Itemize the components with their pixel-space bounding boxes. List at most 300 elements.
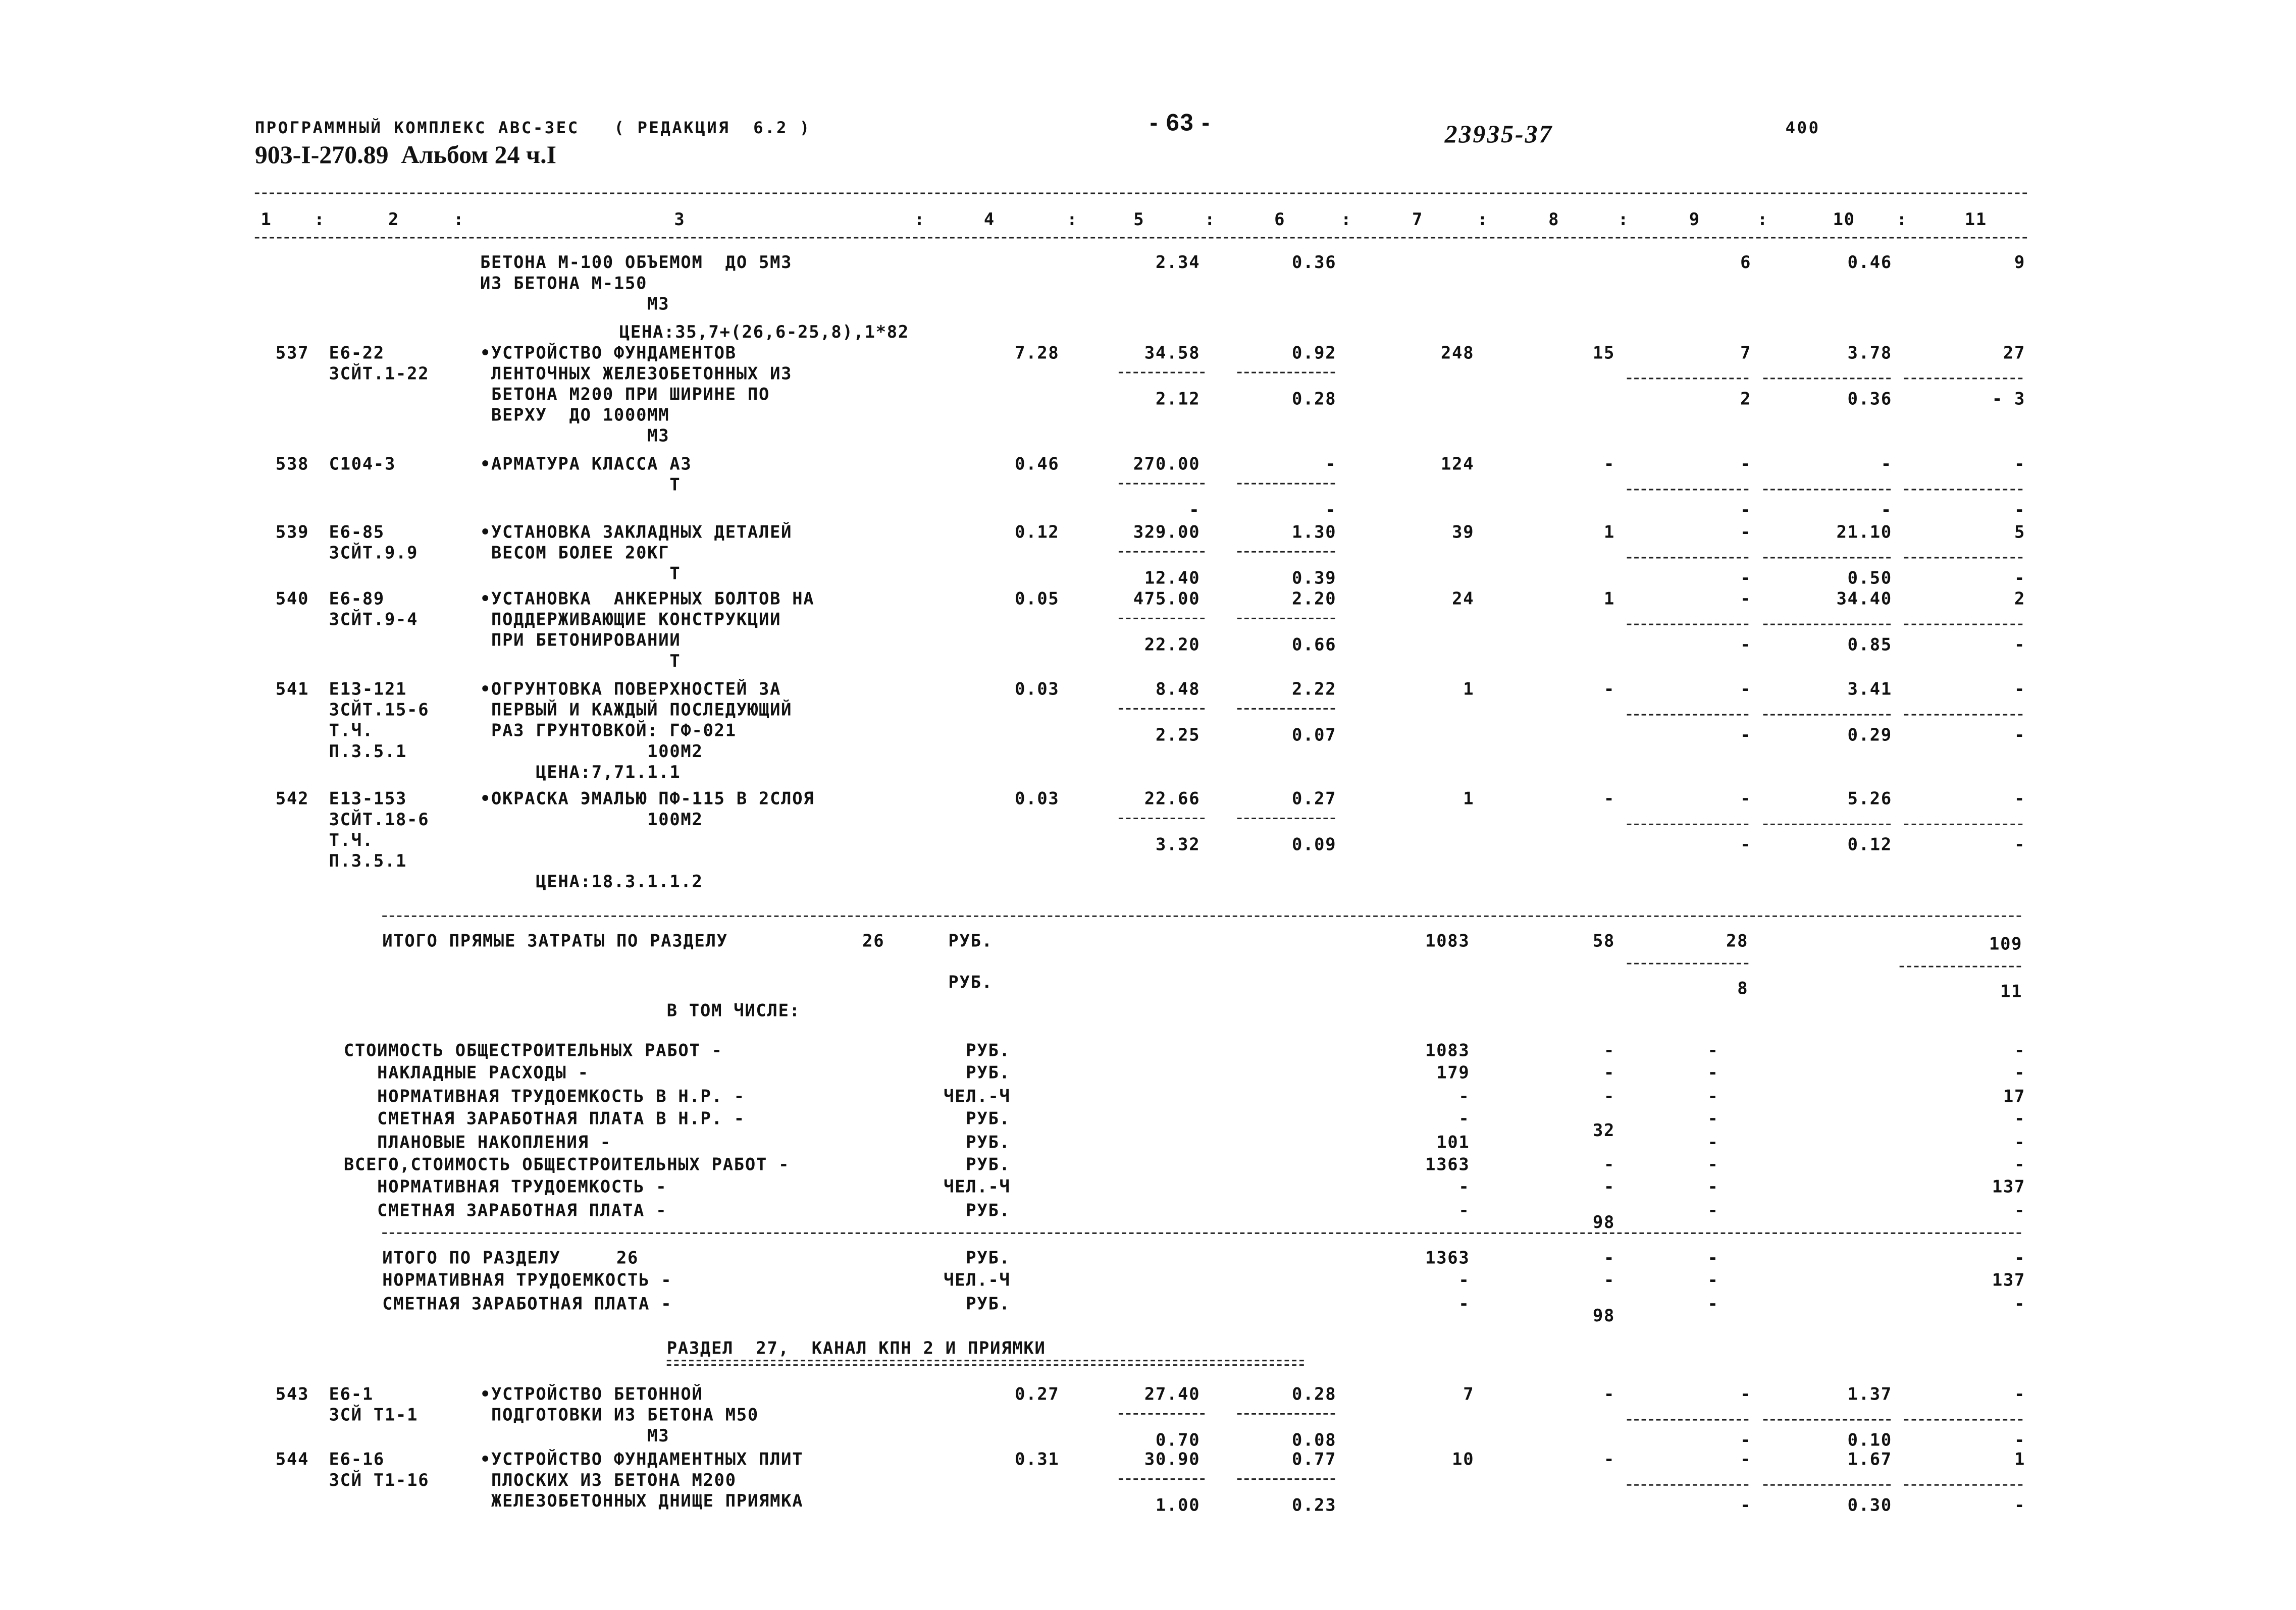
summary-unit: РУБ.: [966, 1154, 1011, 1175]
unit-wage: -: [1325, 453, 1337, 474]
sub-rule: [1119, 372, 1205, 373]
col-10-value: 34.40: [1836, 588, 1892, 609]
summary-c11: -: [2014, 1154, 2026, 1175]
unit-price: 2.34: [1155, 251, 1201, 273]
col-10-value: 0.10: [1847, 1429, 1892, 1451]
norm-code: Е13-153: [329, 788, 407, 809]
unit-price: 34.58: [1144, 342, 1201, 363]
norm-code: ЗСЙ Т1-16: [329, 1469, 430, 1490]
norm-code: ЗСЙТ.15-6: [329, 699, 430, 720]
summary-c7: 179: [1436, 1062, 1470, 1084]
work-description: •УСТАНОВКА АНКЕРНЫХ БОЛТОВ НА: [480, 588, 815, 609]
price-formula: ЦЕНА:35,7+(26,6-25,8),1*82: [619, 321, 909, 342]
row-number: 543: [275, 1383, 309, 1405]
itogo-direct-c11a: 109: [1989, 933, 2023, 954]
summary-c11: 137: [1992, 1270, 2026, 1291]
summary-c7: 101: [1436, 1131, 1470, 1152]
unit-price: 475.00: [1133, 588, 1201, 609]
work-description: Т: [480, 474, 681, 495]
total-cost: 10: [1452, 1448, 1475, 1470]
sub-rule: [1763, 378, 1891, 379]
col-10-value: 1.37: [1847, 1383, 1892, 1405]
work-description: М3: [480, 425, 670, 446]
summary-c11: 137: [1992, 1176, 2026, 1198]
work-description: БЕТОНА М200 ПРИ ШИРИНЕ ПО: [480, 384, 770, 405]
column-header-cell: 2: [388, 208, 400, 230]
unit-wage: 0.07: [1291, 724, 1337, 745]
unit-price: 2.12: [1155, 388, 1201, 409]
summary-c9: -: [1707, 1176, 1719, 1198]
itogo-direct-c9a: 28: [1726, 930, 1749, 951]
itogo-direct-unit2: РУБ.: [948, 972, 993, 993]
sub-rule: [1904, 714, 2022, 716]
unit-wage: 0.66: [1291, 634, 1337, 655]
col-9-value: 7: [1740, 342, 1752, 363]
program-title: ПРОГРАММНЫЙ КОМПЛЕКС АВС-ЗЕС ( РЕДАКЦИЯ 6.2 ): [254, 118, 811, 138]
sub-rule: [1237, 1478, 1335, 1480]
total-wage: 1: [1604, 588, 1615, 609]
total-cost: 248: [1441, 342, 1475, 363]
summary-c9: -: [1707, 1270, 1719, 1291]
unit-price: 22.20: [1144, 634, 1201, 655]
summary-c8: 32: [1592, 1120, 1615, 1141]
column-header-cell: :: [1896, 208, 1908, 230]
summary-c11: -: [2014, 1040, 2026, 1061]
norm-code: П.3.5.1: [329, 740, 407, 762]
work-description: М3: [480, 293, 670, 314]
column-header-cell: :: [314, 208, 326, 230]
summary-label: СМЕТНАЯ ЗАРАБОТНАЯ ПЛАТА -: [382, 1293, 672, 1314]
summary-unit: ЧЕЛ.-Ч: [944, 1270, 1011, 1291]
summary-label: НОРМАТИВНАЯ ТРУДОЕМКОСТЬ -: [382, 1270, 672, 1291]
sub-rule: [1237, 618, 1335, 619]
summary-c8: -: [1604, 1062, 1615, 1084]
sub-rule: [1763, 1484, 1891, 1486]
unit-wage: -: [1325, 499, 1337, 520]
sub-rule: [1119, 483, 1205, 485]
summary-label: НОРМАТИВНАЯ ТРУДОЕМКОСТЬ В Н.Р. -: [343, 1085, 745, 1106]
itogo-direct-section: 26: [862, 930, 885, 951]
col-10-value: 0.46: [1847, 251, 1892, 273]
itogo-direct-c7: 1083: [1425, 930, 1470, 951]
work-description: ПРИ БЕТОНИРОВАНИИ: [480, 629, 681, 651]
col-11-value: -: [2014, 834, 2026, 855]
summary-c7: -: [1458, 1293, 1470, 1314]
col-11-value: -: [2014, 1383, 2026, 1405]
total-wage: -: [1604, 788, 1615, 809]
col-9-value: -: [1740, 1494, 1752, 1516]
column-header-cell: 10: [1833, 208, 1855, 230]
unit-price: 3.32: [1155, 834, 1201, 855]
quantity: 0.12: [1015, 521, 1060, 543]
row-number: 540: [275, 588, 309, 609]
col-11-value: 9: [2014, 251, 2026, 273]
summary-c9: -: [1707, 1040, 1719, 1061]
including-label: В ТОМ ЧИСЛЕ:: [666, 1000, 801, 1021]
summary-c8: 98: [1592, 1211, 1615, 1232]
norm-code: Е6-16: [329, 1448, 385, 1470]
norm-code: Е13-121: [329, 678, 407, 700]
col-9-value: 6: [1740, 251, 1752, 273]
summary-c9: -: [1707, 1085, 1719, 1106]
sub-rule: [1763, 1419, 1891, 1421]
col-9-value: -: [1740, 588, 1752, 609]
col-10-value: 0.12: [1847, 834, 1892, 855]
sub-rule: [1119, 618, 1205, 619]
sub-rule: [1119, 551, 1205, 553]
quantity: 0.31: [1015, 1448, 1060, 1470]
col-9-value: -: [1740, 678, 1752, 700]
col-11-value: -: [2014, 678, 2026, 700]
unit-wage: 0.28: [1291, 388, 1337, 409]
summary-label: ИТОГО ПО РАЗДЕЛУ 26: [382, 1247, 639, 1268]
column-header-cell: :: [1341, 208, 1352, 230]
unit-price: 0.70: [1155, 1429, 1201, 1451]
summary-c7: -: [1458, 1270, 1470, 1291]
summary-c8: -: [1604, 1176, 1615, 1198]
itogo-c9-rule: [1627, 963, 1749, 964]
summary-c7: 1363: [1425, 1247, 1470, 1268]
work-description: 100М2: [480, 809, 703, 830]
col-11-value: 1: [2014, 1448, 2026, 1470]
col-11-value: 5: [2014, 521, 2026, 543]
col-11-value: -: [2014, 567, 2026, 588]
work-description: ПЕРВЫЙ И КАЖДЫЙ ПОСЛЕДУЮЩИЙ: [480, 699, 793, 720]
summary-c7: 1363: [1425, 1154, 1470, 1175]
work-description: ПЛОСКИХ ИЗ БЕТОНА М200: [480, 1469, 737, 1490]
total-wage: 1: [1604, 521, 1615, 543]
summary-label: СМЕТНАЯ ЗАРАБОТНАЯ ПЛАТА -: [343, 1199, 667, 1220]
unit-wage: 0.27: [1291, 788, 1337, 809]
col-9-value: -: [1740, 567, 1752, 588]
page-number: - 63 -: [1150, 111, 1211, 137]
sub-rule: [1237, 708, 1335, 710]
summary-label: ПЛАНОВЫЕ НАКОПЛЕНИЯ -: [343, 1131, 611, 1152]
work-description: ВЕРХУ ДО 1000ММ: [480, 404, 670, 425]
norm-code: ЗСЙТ.9.9: [329, 542, 419, 563]
col-10-value: 0.36: [1847, 388, 1892, 409]
unit-wage: 2.20: [1291, 588, 1337, 609]
col-9-value: -: [1740, 1448, 1752, 1470]
col-9-value: -: [1740, 1383, 1752, 1405]
column-header-cell: 9: [1689, 208, 1701, 230]
total-cost: 124: [1441, 453, 1475, 474]
work-description: БЕТОНА М-100 ОБЪЕМОМ ДО 5М3: [480, 251, 793, 273]
work-description: М3: [480, 1425, 670, 1446]
itogo-direct-c11b: 11: [2000, 980, 2023, 1002]
quantity: 0.46: [1015, 453, 1060, 474]
total-wage: -: [1604, 1448, 1615, 1470]
column-header-cell: :: [1067, 208, 1078, 230]
summary-c9: -: [1707, 1293, 1719, 1314]
sub-rule: [1237, 1413, 1335, 1415]
sub-rule: [1904, 824, 2022, 825]
sub-rule: [1904, 1484, 2022, 1486]
sub-rule: [1763, 624, 1891, 625]
quantity: 0.05: [1015, 588, 1060, 609]
sub-rule: [1904, 624, 2022, 625]
work-description: ЦЕНА:7,71.1.1: [480, 761, 681, 782]
itogo-direct-c9b: 8: [1737, 978, 1749, 999]
unit-price: 8.48: [1155, 678, 1201, 700]
summary-unit: РУБ.: [966, 1108, 1011, 1130]
sub-rule: [1627, 489, 1749, 491]
summary-c7: -: [1458, 1108, 1470, 1130]
total-wage: -: [1604, 453, 1615, 474]
summary-label: ВСЕГО,СТОИМОСТЬ ОБЩЕСТРОИТЕЛЬНЫХ РАБОТ -: [343, 1154, 790, 1175]
total-cost: 39: [1452, 521, 1475, 543]
sub-rule: [1904, 489, 2022, 491]
sub-rule: [1763, 714, 1891, 716]
unit-price: 1.00: [1155, 1494, 1201, 1516]
unit-wage: 0.77: [1291, 1448, 1337, 1470]
summary-c8: -: [1604, 1040, 1615, 1061]
summary-label: СТОИМОСТЬ ОБЩЕСТРОИТЕЛЬНЫХ РАБОТ -: [343, 1040, 723, 1061]
work-description: ВЕСОМ БОЛЕЕ 20КГ: [480, 542, 670, 563]
summary-label: НАКЛАДНЫЕ РАСХОДЫ -: [343, 1062, 589, 1084]
col-9-value: -: [1740, 521, 1752, 543]
col-10-value: -: [1881, 453, 1892, 474]
itogo-direct-c8: 58: [1592, 930, 1615, 951]
work-description: Т: [480, 650, 681, 671]
summary-c11: -: [2014, 1131, 2026, 1152]
summary-c7: -: [1458, 1176, 1470, 1198]
column-header-cell: 3: [674, 208, 686, 230]
unit-wage: 0.08: [1291, 1429, 1337, 1451]
summary-unit: ЧЕЛ.-Ч: [944, 1176, 1011, 1198]
work-description: •АРМАТУРА КЛАССА А3: [480, 453, 692, 474]
header-rule-bottom: [255, 237, 2027, 239]
col-9-value: -: [1740, 453, 1752, 474]
itogo-rule: [382, 916, 2021, 917]
row-number: 544: [275, 1448, 309, 1470]
sub-rule: [1763, 489, 1891, 491]
work-description: ПОДГОТОВКИ ИЗ БЕТОНА М50: [480, 1404, 759, 1425]
summary-c8: -: [1604, 1247, 1615, 1268]
work-description: •ОКРАСКА ЭМАЛЬЮ ПФ-115 В 2СЛОЯ: [480, 788, 815, 809]
summary-c11: -: [2014, 1293, 2026, 1314]
unit-wage: 0.39: [1291, 567, 1337, 588]
col-10-value: 0.30: [1847, 1494, 1892, 1516]
col-9-value: -: [1740, 499, 1752, 520]
col-9-value: -: [1740, 634, 1752, 655]
norm-code: С104-3: [329, 453, 396, 474]
col-10-value: 0.85: [1847, 634, 1892, 655]
total-wage: 15: [1592, 342, 1615, 363]
total-wage: -: [1604, 1383, 1615, 1405]
norm-code: ЗСЙТ.1-22: [329, 363, 430, 384]
work-description: РАЗ ГРУНТОВКОЙ: ГФ-021: [480, 720, 737, 741]
summary-c8: 98: [1592, 1305, 1615, 1326]
sub-rule: [1627, 378, 1749, 379]
column-header-cell: 4: [983, 208, 995, 230]
norm-code: Е6-22: [329, 342, 385, 363]
column-header-cell: :: [1205, 208, 1216, 230]
col-10-value: 5.26: [1847, 788, 1892, 809]
summary-c11: -: [2014, 1062, 2026, 1084]
work-description: ЖЕЛЕЗОБЕТОННЫХ ДНИЩЕ ПРИЯМКА: [480, 1490, 804, 1511]
row-number: 539: [275, 521, 309, 543]
unit-price: 2.25: [1155, 724, 1201, 745]
sub-rule: [1763, 557, 1891, 559]
summary-c9: -: [1707, 1154, 1719, 1175]
norm-code: Е6-85: [329, 521, 385, 543]
unit-wage: 0.92: [1291, 342, 1337, 363]
work-description: •УСТРОЙСТВО ФУНДАМЕНТНЫХ ПЛИТ: [480, 1448, 804, 1470]
sub-rule: [1627, 624, 1749, 625]
col-10-value: 0.50: [1847, 567, 1892, 588]
summary-unit: ЧЕЛ.-Ч: [944, 1085, 1011, 1106]
col-10-value: 3.41: [1847, 678, 1892, 700]
col-11-value: 2: [2014, 588, 2026, 609]
column-header-cell: 7: [1412, 208, 1424, 230]
col-9-value: 2: [1740, 388, 1752, 409]
unit-wage: 0.09: [1291, 834, 1337, 855]
column-header-cell: 5: [1133, 208, 1145, 230]
col-9-value: -: [1740, 788, 1752, 809]
unit-price: 12.40: [1144, 567, 1201, 588]
norm-code: ЗСЙТ.18-6: [329, 809, 430, 830]
work-description: Т: [480, 563, 681, 584]
norm-code: Е6-89: [329, 588, 385, 609]
col-9-value: -: [1740, 834, 1752, 855]
column-header-cell: 8: [1548, 208, 1560, 230]
total-cost: 24: [1452, 588, 1475, 609]
total-cost: 1: [1463, 788, 1475, 809]
col-11-value: -: [2014, 1429, 2026, 1451]
summary-unit: РУБ.: [966, 1199, 1011, 1220]
work-description: ПОДДЕРЖИВАЮЩИЕ КОНСТРУКЦИИ: [480, 609, 781, 630]
norm-code: П.3.5.1: [329, 850, 407, 871]
quantity: 0.03: [1015, 678, 1060, 700]
total-cost: 1: [1463, 678, 1475, 700]
sub-rule: [1627, 557, 1749, 559]
column-header-cell: :: [1477, 208, 1489, 230]
col-11-value: -: [2014, 634, 2026, 655]
total-cost: 7: [1463, 1383, 1475, 1405]
sub-rule: [1237, 818, 1335, 819]
work-description: •ОГРУНТОВКА ПОВЕРХНОСТЕЙ ЗА: [480, 678, 781, 700]
section-rule: [382, 1232, 2021, 1234]
sub-rule: [1904, 557, 2022, 559]
unit-price: -: [1189, 499, 1201, 520]
column-header-cell: 1: [260, 208, 272, 230]
sub-rule: [1627, 1484, 1749, 1486]
column-header-cell: :: [1757, 208, 1769, 230]
sub-rule: [1237, 551, 1335, 553]
summary-c9: -: [1707, 1247, 1719, 1268]
header-rule-top: [255, 193, 2027, 194]
summary-c9: -: [1707, 1062, 1719, 1084]
summary-c11: -: [2014, 1247, 2026, 1268]
col-11-value: -: [2014, 499, 2026, 520]
col-9-value: -: [1740, 1429, 1752, 1451]
section-27-underline: [667, 1360, 1304, 1366]
unit-wage: 0.28: [1291, 1383, 1337, 1405]
sub-rule: [1627, 1419, 1749, 1421]
sub-rule: [1237, 372, 1335, 373]
norm-code: Е6-1: [329, 1383, 374, 1405]
sub-rule: [1763, 824, 1891, 825]
summary-label: СМЕТНАЯ ЗАРАБОТНАЯ ПЛАТА В Н.Р. -: [343, 1108, 745, 1130]
sub-rule: [1904, 378, 2022, 379]
summary-label: НОРМАТИВНАЯ ТРУДОЕМКОСТЬ -: [343, 1176, 667, 1198]
norm-code: Т.Ч.: [329, 720, 374, 741]
album-title: 903-I-270.89 Альбом 24 ч.I: [254, 140, 557, 169]
summary-c7: -: [1458, 1085, 1470, 1106]
column-header-cell: :: [453, 208, 465, 230]
summary-c7: 1083: [1425, 1040, 1470, 1061]
col-11-value: 27: [2003, 342, 2026, 363]
work-description: 100М2: [480, 740, 703, 762]
quantity: 0.27: [1015, 1383, 1060, 1405]
col-10-value: 0.29: [1847, 724, 1892, 745]
unit-wage: 0.23: [1291, 1494, 1337, 1516]
quantity: 0.03: [1015, 788, 1060, 809]
summary-c9: -: [1707, 1131, 1719, 1152]
summary-unit: РУБ.: [966, 1040, 1011, 1061]
work-description: ЦЕНА:18.3.1.1.2: [480, 871, 703, 892]
quantity: 7.28: [1015, 342, 1060, 363]
summary-c11: 17: [2003, 1085, 2026, 1106]
unit-wage: 1.30: [1291, 521, 1337, 543]
unit-price: 22.66: [1144, 788, 1201, 809]
sub-rule: [1237, 483, 1335, 485]
col-11-value: -: [2014, 724, 2026, 745]
row-number: 537: [275, 342, 309, 363]
right-code: 400: [1785, 118, 1820, 138]
col-9-value: -: [1740, 724, 1752, 745]
col-10-value: 3.78: [1847, 342, 1892, 363]
sub-rule: [1119, 1478, 1205, 1480]
summary-c8: -: [1604, 1154, 1615, 1175]
summary-unit: РУБ.: [966, 1247, 1011, 1268]
row-number: 538: [275, 453, 309, 474]
sub-rule: [1627, 824, 1749, 825]
summary-unit: РУБ.: [966, 1131, 1011, 1152]
work-description: ЛЕНТОЧНЫХ ЖЕЛЕЗОБЕТОННЫХ ИЗ: [480, 363, 793, 384]
work-description: ИЗ БЕТОНА М-150: [480, 273, 648, 294]
sub-rule: [1904, 1419, 2022, 1421]
column-header-cell: :: [914, 208, 925, 230]
col-10-value: 1.67: [1847, 1448, 1892, 1470]
work-description: •УСТАНОВКА ЗАКЛАДНЫХ ДЕТАЛЕЙ: [480, 521, 793, 543]
summary-c8: -: [1604, 1085, 1615, 1106]
col-11-value: -: [2014, 788, 2026, 809]
norm-code: ЗСЙТ.9-4: [329, 609, 419, 630]
sub-rule: [1627, 714, 1749, 716]
itogo-direct-unit1: РУБ.: [948, 930, 993, 951]
unit-wage: 0.36: [1291, 251, 1337, 273]
summary-c11: -: [2014, 1108, 2026, 1130]
sub-rule: [1119, 708, 1205, 710]
norm-code: Т.Ч.: [329, 829, 374, 850]
work-description: •УСТРОЙСТВО ФУНДАМЕНТОВ: [480, 342, 737, 363]
summary-c9: -: [1707, 1199, 1719, 1220]
summary-unit: РУБ.: [966, 1293, 1011, 1314]
summary-c11: -: [2014, 1199, 2026, 1220]
norm-code: ЗСЙ Т1-1: [329, 1404, 419, 1425]
sub-rule: [1119, 1413, 1205, 1415]
col-11-value: - 3: [1992, 388, 2026, 409]
unit-price: 27.40: [1144, 1383, 1201, 1405]
summary-c8: -: [1604, 1270, 1615, 1291]
document-code: 23935-37: [1444, 120, 1553, 148]
unit-price: 30.90: [1144, 1448, 1201, 1470]
summary-c7: -: [1458, 1199, 1470, 1220]
row-number: 542: [275, 788, 309, 809]
unit-price: 329.00: [1133, 521, 1201, 543]
